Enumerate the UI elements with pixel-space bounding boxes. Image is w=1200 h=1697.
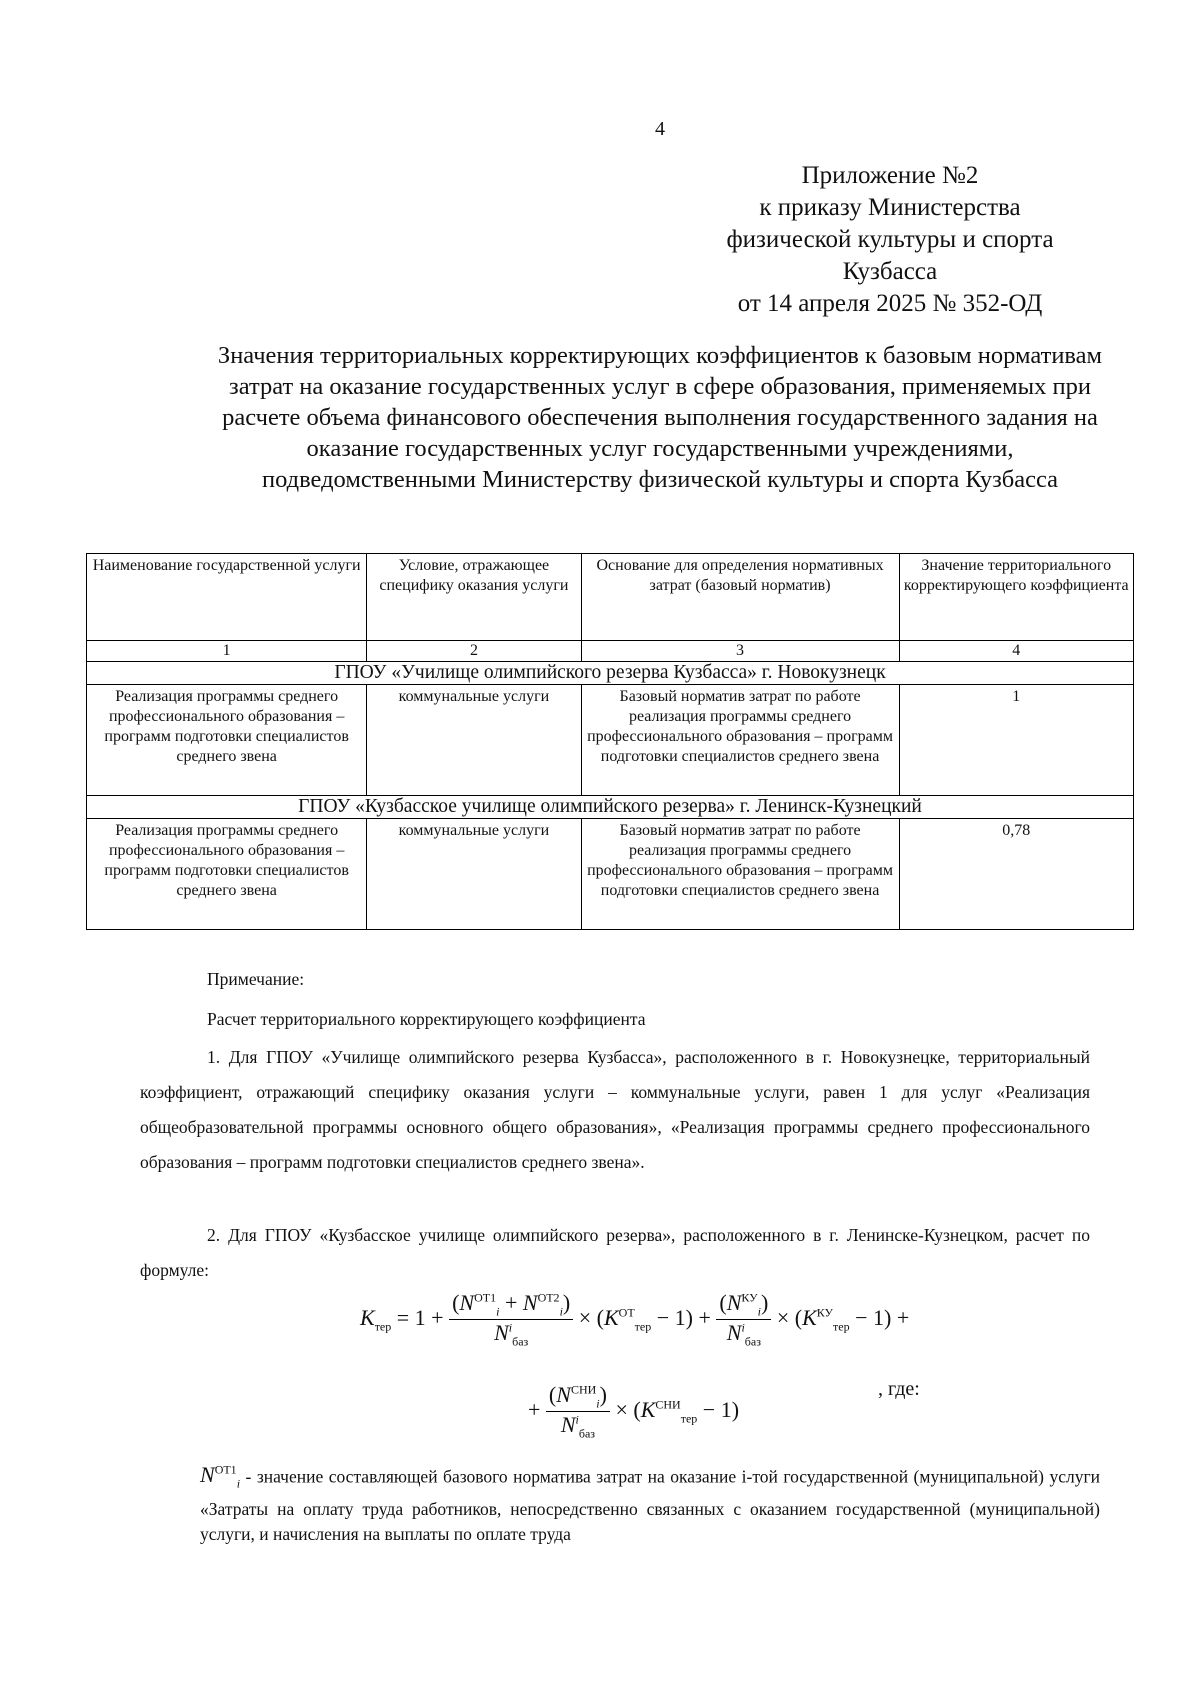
note-paragraph-1 [140,1040,1090,1180]
note-subheading: Расчет территориального корректирующего коэффициента [207,1009,646,1029]
note-heading: Примечание: [207,969,305,989]
note-paragraph: 2. Для ГПОУ «Кузбасское училище олимпийского резерва», расположенного в г. Ленинске-Кузнецком, расчет по формуле: [140,1225,1090,1280]
formula-fraction: $\frac{(N^{ОТ1}_i + N^{ОТ2}_i)}{N^i_{баз}}$ [449,1290,573,1350]
table-row [87,685,1134,796]
formula-subscript: тер [374,1319,392,1334]
service-cell: Реализация программы среднего профессионального образования – программ подготовки специалистов среднего звена [87,685,367,796]
service-cell: Реализация программы среднего профессионального образования – программ подготовки специалистов среднего звена [87,819,367,930]
org-name: ГПОУ «Кузбасское училище олимпийского резерва» г. Ленинск-Кузнецкий [87,796,1134,819]
table-row [87,819,1134,930]
header-cell: Основание для определения нормативных затрат (базовый норматив) [581,554,899,641]
header-cell: Значение территориального корректирующего коэффициента [899,554,1134,641]
condition-cell: коммунальные услуги [367,685,581,796]
coefficients-table [86,553,1134,930]
appendix-line: к приказу Министерства [759,194,1021,221]
header-cell: Условие, отражающее специфику оказания услуги [367,554,581,641]
org-row [87,662,1134,685]
column-number: 3 [581,641,899,662]
appendix-line: физической культуры и спорта [726,226,1054,253]
formula-line-1: $K_{тер} = 1$ + $\frac{(N^{ОТ1}_i + N^{ОТ2}_i)}{N^i_{баз}}$ × $(K^{ОТ}_{тер} - 1)$ + $\frac{(N^{КУ}_i)}{N^i_{баз}}$ × $(K^{КУ}_{тер} - 1)$ + [360,1290,910,1349]
basis-cell: Базовый норматив затрат по работе реализация программы среднего профессионального образования – программ подготовки специалистов среднего звена [581,819,899,930]
page-number: 4 [655,118,665,140]
column-number: 1 [87,641,367,662]
formula-symbol: K [360,1304,375,1330]
basis-cell: Базовый норматив затрат по работе реализация программы среднего профессионального образования – программ подготовки специалистов среднего звена [581,685,899,796]
value-cell: 1 [899,685,1134,796]
appendix-header [680,160,1100,320]
note-paragraph: 1. Для ГПОУ «Училище олимпийского резерва Кузбасса», расположенного в г. Новокузнецке, территориальный коэффициент, отражающий специфику оказания услуги – коммунальные услуги, равен 1 для услуг «Реализация общеобразовательной программы основного общего образования», «Реализация программы среднего профессионального образования – программ подготовки специалистов среднего звена». [140,1047,1090,1172]
column-number: 2 [367,641,581,662]
formula-fraction: $\frac{(N^{КУ}_i)}{N^i_{баз}}$ [716,1290,771,1350]
coefficient-formula [360,1290,1100,1480]
table-header-row [87,554,1134,641]
column-number-row [87,641,1134,662]
value-cell: 0,78 [899,819,1134,930]
appendix-line: Приложение №2 [801,162,979,189]
formula-fraction: $\frac{(N^{СНИ}_i)}{N^i_{баз}}$ [546,1382,610,1442]
definition-paragraph [200,1458,1100,1547]
condition-cell: коммунальные услуги [367,819,581,930]
org-row [87,796,1134,819]
header-cell: Наименование государственной услуги [87,554,367,641]
formula-line-2: + $\frac{(N^{СНИ}_i)}{N^i_{баз}}$ × $(K^{СНИ}_{тер} - 1)$ [528,1382,740,1441]
appendix-line: Кузбасса [842,258,938,285]
column-number: 4 [899,641,1134,662]
formula-where: , где: [878,1378,920,1400]
appendix-line: от 14 апреля 2025 № 352-ОД [737,290,1043,317]
org-name: ГПОУ «Училище олимпийского резерва Кузбасса» г. Новокузнецк [87,662,1134,685]
definition-symbol: $N^{ОТ1}_i$ [200,1462,241,1491]
document-title: Значения территориальных корректирующих коэффициентов к базовым нормативам затрат на оказание государственных услуг в сфере образования, применяемых при расчете объема финансового обеспечения выполнения государственного задания на оказание государственных услуг государственными учреждениями, подведомственными Министерству физической культуры и спорта Кузбасса [217,342,1103,493]
note-paragraph-2 [140,1218,1090,1288]
definition-text: - значение составляющей базового норматива затрат на оказание i-той государственной (муниципальной) услуги «Затраты на оплату труда работников, непосредственно связанных с оказанием государственной (муниципальной) услуги, и начисления на выплаты по оплате труда [200,1466,1100,1544]
